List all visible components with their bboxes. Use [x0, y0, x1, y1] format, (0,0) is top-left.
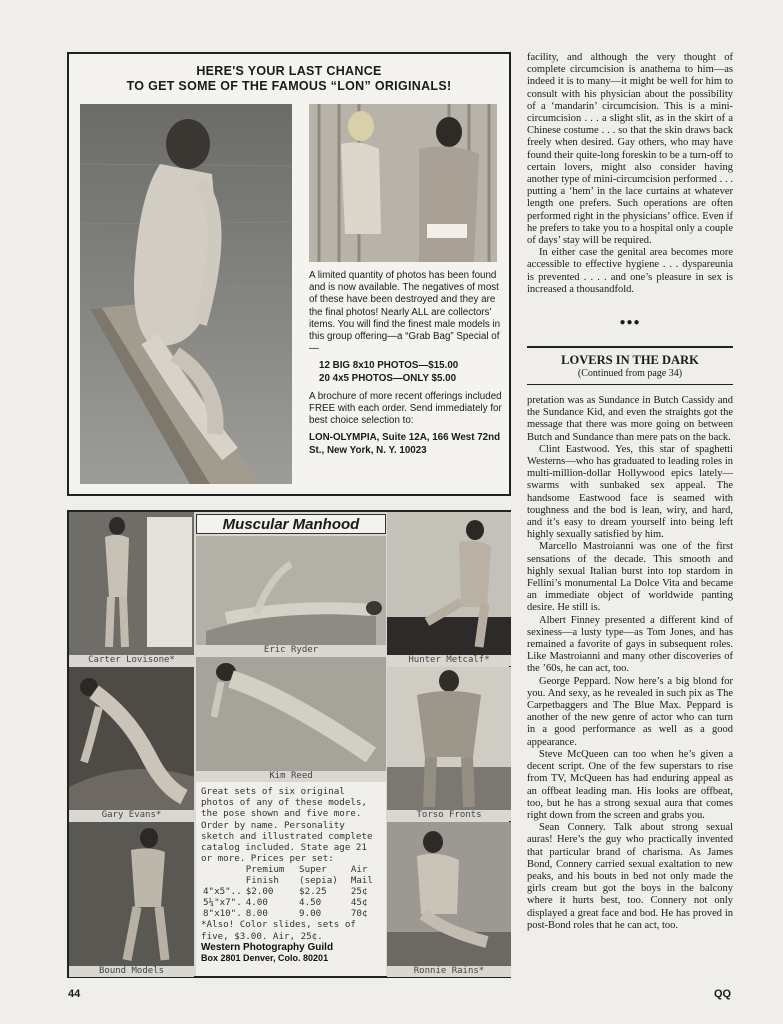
- photo-eric-ryder: [196, 536, 386, 645]
- brochure-text: A brochure of more recent offerings included FREE with each order. Send immediately for best choice selection to:: [309, 390, 502, 427]
- photo-torso-fronts: [387, 667, 511, 810]
- table-header-cell: Super (sepia): [299, 864, 338, 887]
- caption: Ronnie Rains*: [387, 966, 511, 977]
- company-name: Western Photography Guild: [201, 941, 334, 953]
- table-header-cell: Premium Finish: [245, 864, 285, 887]
- article-paragraph: Sean Connery. Talk about strong sexual auras! Here’s the guy who practically invented that particular brand of charisma. As James Bond, Connery carried sexual exaltation to new peaks, and his bouts in bed not only made the girls cream but got the boys in the balcony where it hurts best, too. Connery not only displayed a great face and bod. He has proved in post-Bond roles that he can act, too.: [527, 822, 733, 931]
- table-cell: 5¼"x7".: [203, 897, 242, 909]
- ad-body-text: [309, 270, 504, 462]
- muscular-manhood-ad: [67, 510, 511, 978]
- article-paragraph: facility, and although the very thought of complete circumcision is anathema to him—as indeed it is to many—it might be well for him to consult with his physician about the possibility of a ‘mandarin’ circumcision. This is a mini-circumcision . . . a slight slit, as in the skirt of a Chinese costume . . . so that the skin draws back freely when desired. Gay others, who may have found their quite-long foreskin to be a turn-off to certain lovers, might also consider having another type of mini-circumcision performed . . . putting a ‘hem’ in the lace curtains at whatever length one prefers. Such operations are often performed right in the physicians’ office. Even if he prefers to take you to a hospital only a couple of days’ stay will be required.: [527, 52, 733, 247]
- photo-carter-lovisone: [69, 512, 194, 655]
- article-paragraph: pretation was as Sundance in Butch Cassidy and the Sundance Kid, and even the straights got the message that there was more going on between Butch and Sundance than mere pats on the back.: [527, 395, 733, 443]
- photo-two-models: [309, 104, 497, 262]
- section-divider: [527, 346, 733, 348]
- photo-bound-models: [69, 822, 194, 966]
- section-divider: [527, 384, 733, 385]
- table-header-cell: Air Mail: [350, 864, 373, 887]
- article-lovers-in-the-dark: [527, 395, 733, 932]
- ad-order-text: [196, 782, 386, 976]
- table-cell: 4"x5"..: [203, 886, 242, 898]
- article-paragraph: Clint Eastwood. Yes, this star of spaghetti Westerns—who has graduated to leading roles in multi-million-dollar Hollywood epics lately—swarms with sunbaked sex appeal. The handsome Eastwood face is seamed with toughness and the bod is lean, wiry, and hard, and it’s easy to dream yourself into being left highly sexually satisfied by him.: [527, 443, 733, 541]
- lon-originals-ad: [67, 52, 511, 496]
- table-row: [201, 897, 381, 908]
- table-cell: 8.00: [245, 908, 268, 920]
- ad-headline: [69, 64, 509, 94]
- price-8x10: 12 BIG 8x10 PHOTOS—$15.00: [319, 360, 459, 372]
- article-paragraph: In either case the genital area becomes more accessible to effective hygiene . . . dyspareunia is prevented . . . . and one’s pleasure in sex is increased a thousandfold.: [527, 247, 733, 295]
- table-cell: 45¢: [350, 897, 368, 909]
- table-cell: 4.00: [245, 897, 268, 909]
- photo-gary-evans: [69, 667, 194, 810]
- article-continuation: [527, 52, 733, 296]
- caption: Kim Reed: [196, 771, 386, 782]
- table-cell: 4.50: [299, 897, 322, 909]
- photo-model-on-dock: [80, 104, 292, 484]
- photo-hunter-metcalf: [387, 512, 511, 655]
- slides-note: *Also! Color slides, sets of five, $3.00. Air, 25¢.: [201, 919, 356, 942]
- table-row: [201, 908, 381, 919]
- article-paragraph: Albert Finney presented a different kind of sexiness—a lusty type—as Tom Jones, and has remained a favorite of gays in subsequent roles. Like Mastroianni and many other discoveries of the ’60s, he can act, too.: [527, 614, 733, 675]
- price-4x5: 20 4x5 PHOTOS—ONLY $5.00: [319, 372, 457, 384]
- order-instructions: Great sets of six original photos of any of these models, the pose shown and five more. Order by name. Personality sketch and illustrated complete catalog included. State age 21 or more. Prices per set:: [201, 786, 373, 865]
- section-title: LOVERS IN THE DARK: [561, 353, 699, 367]
- mailing-address: LON-OLYMPIA, Suite 12A, 166 West 72nd St., New York, N. Y. 10023: [309, 432, 501, 456]
- price-table: [201, 864, 381, 919]
- section-subtitle: (Continued from page 34): [577, 368, 683, 379]
- table-cell: 70¢: [350, 908, 368, 920]
- article-paragraph: Marcello Mastroianni was one of the first sensations of the decade. This smooth and highly sexual Italian burst into top stardom in Fellini’s monumental La Dolce Vita and became an immediate object of worldwide panting desire. He still is.: [527, 541, 733, 614]
- photo-ronnie-rains: [387, 822, 511, 966]
- offer-description: A limited quantity of photos has been found and is now available. The negatives of most of these have been destroyed and they are the final photos! Nearly ALL are collectors' items. You will find the finest male models in this group offering—a “Grab Bag” Special of—: [309, 270, 501, 355]
- end-mark: ●●●: [619, 317, 641, 328]
- caption: Hunter Metcalf*: [387, 655, 511, 666]
- caption: Carter Lovisone*: [69, 655, 194, 666]
- caption: Gary Evans*: [69, 810, 194, 821]
- table-cell: 8"x10".: [203, 908, 242, 920]
- table-cell: $2.25: [299, 886, 327, 898]
- photo-kim-reed: [196, 657, 386, 771]
- headline-line-1: HERE'S YOUR LAST CHANCE: [196, 64, 382, 78]
- caption: Torso Fronts: [387, 810, 511, 821]
- article-paragraph: Steve McQueen can too when he’s given a decent script. One of the few superstars to rise from TV, McQueen has had enduring appeal as an offbeat leading man. His looks are offbeat, too, but he has a strong sexual aura that comes right down from the screen and grabs you.: [527, 748, 733, 821]
- company-address: Box 2801 Denver, Colo. 80201: [201, 952, 329, 963]
- caption: Bound Models: [69, 966, 194, 977]
- table-cell: 25¢: [350, 886, 368, 898]
- table-cell: $2.00: [245, 886, 274, 898]
- table-row: [201, 886, 381, 897]
- price-list: [319, 360, 504, 384]
- publication-name: QQ: [714, 988, 732, 1000]
- caption: Eric Ryder: [196, 645, 386, 656]
- table-header-cell: [201, 864, 244, 886]
- headline-line-2: TO GET SOME OF THE FAMOUS “LON” ORIGINALS!: [126, 79, 452, 93]
- table-cell: 9.00: [299, 908, 322, 920]
- price-table-header: [201, 864, 381, 886]
- page-number: 44: [68, 988, 81, 1000]
- article-paragraph: George Peppard. Now here’s a big blond for you. And sexy, as he revealed in such pix as The Carpetbaggers and The Blue Max. Peppard is another of the new genre of actor who can turn in a good performance as well as a good appearance.: [527, 675, 733, 748]
- ad-title: Muscular Manhood: [196, 514, 386, 534]
